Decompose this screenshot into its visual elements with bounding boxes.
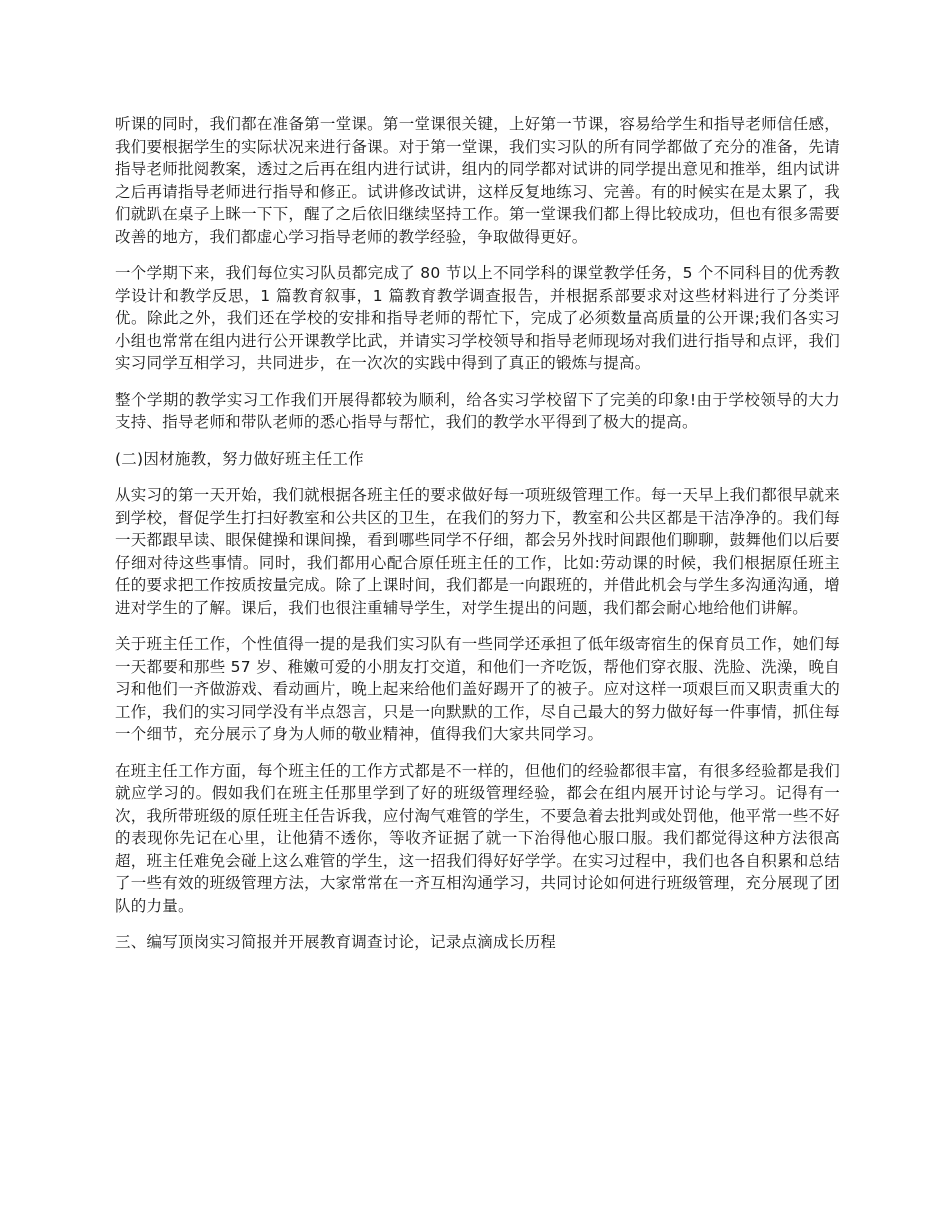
section-heading-class-teacher: (二)因材施教，努力做好班主任工作 <box>115 449 364 468</box>
paragraph-class-management: 从实习的第一天开始，我们就根据各班主任的要求做好每一项班级管理工作。每一天早上我们都很早就来到学校，督促学生打扫好教室和公共区的卫生，在我们的努力下，教室和公共区都是干洁净净的。我们每一天都跟早读、眼保健操和课间操，看到哪些同学不仔细，都会另外找时间跟他们聊聊，鼓舞他们以后要仔细对待这些事情。同时，我们都用心配合原任班主任的工作，比如:劳动课的时候，我们根据原任班主任的要求把工作按质按量完成。除了上课时间，我们都是一向跟班的，并借此机会与学生多沟通沟通，增进对学生的了解。课后，我们也很注重辅导学生，对学生提出的问题，我们都会耐心地给他们讲解。 <box>115 486 840 617</box>
paragraph-teacher-experience: 在班主任工作方面，每个班主任的工作方式都是不一样的，但他们的经验都很丰富，有很多经验都是我们就应学习的。假如我们在班主任那里学到了好的班级管理经验，都会在组内展开讨论与学习。记得有一次，我所带班级的原任班主任告诉我，应付淘气难管的学生，不要急着去批判或处罚他，他平常一些不好的表现你先记在心里，让他猜不透你，等收齐证据了就一下治得他心服口服。我们都觉得这种方法很高超，班主任难免会碰上这么难管的学生，这一招我们得好好学学。在实习过程中，我们也各自积累和总结了一些有效的班级管理方法，大家常常在一齐互相沟通学习，共同讨论如何进行班级管理，充分展现了团队的力量。 <box>115 761 840 915</box>
document-body <box>115 113 840 968</box>
paragraph-first-lesson: 听课的同时，我们都在准备第一堂课。第一堂课很关键，上好第一节课，容易给学生和指导老师信任感，我们要根据学生的实际状况来进行备课。对于第一堂课，我们实习队的所有同学都做了充分的准备，先请指导老师批阅教案，透过之后再在组内进行试讲，组内的同学都对试讲的同学提出意见和推举，组内试讲之后再请指导老师进行指导和修正。试讲修改试讲，这样反复地练习、完善。有的时候实在是太累了，我们就趴在桌子上眯一下下，醒了之后依旧继续坚持工作。第一堂课我们都上得比较成功，但也有很多需要改善的地方，我们都虚心学习指导老师的教学经验，争取做得更好。 <box>115 115 840 246</box>
section-heading-bulletin: 三、编写顶岗实习简报并开展教育调查讨论，记录点滴成长历程 <box>115 933 557 951</box>
paragraph-boarding-care: 关于班主任工作，个性值得一提的是我们实习队有一些同学还承担了低年级寄宿生的保育员工作，她们每一天都要和那些 57 岁、稚嫩可爱的小朋友打交道，和他们一齐吃饭，帮他们穿衣服、洗脸、洗澡，晚自习和他们一齐做游戏、看动画片，晚上起来给他们盖好踢开了的被子。应对这样一项艰巨而又职责重大的工作，我们的实习同学没有半点怨言，只是一向默默的工作，尽自己最大的努力做好每一件事情，抓住每一个细节，充分展示了身为人师的敬业精神，值得我们大家共同学习。 <box>115 635 840 743</box>
paragraph-teaching-results: 整个学期的教学实习工作我们开展得都较为顺利，给各实习学校留下了完美的印象!由于学校领导的大力支持、指导老师和带队老师的悉心指导与帮忙，我们的教学水平得到了极大的提高。 <box>115 390 840 431</box>
paragraph-semester-summary: 一个学期下来，我们每位实习队员都完成了 80 节以上不同学科的课堂教学任务，5 个不同科目的优秀教学设计和教学反思，1 篇教育叙事，1 篇教育教学调查报告，并根据系部要求对这些材料进行了分类评优。除此之外，我们还在学校的安排和指导老师的帮忙下，完成了必须数量高质量的公开课;我们各实习小组也常常在组内进行公开课教学比武，并请实习学校领导和指导老师现场对我们进行指导和点评，我们实习同学互相学习，共同进步，在一次次的实践中得到了真正的锻炼与提高。 <box>115 264 840 372</box>
